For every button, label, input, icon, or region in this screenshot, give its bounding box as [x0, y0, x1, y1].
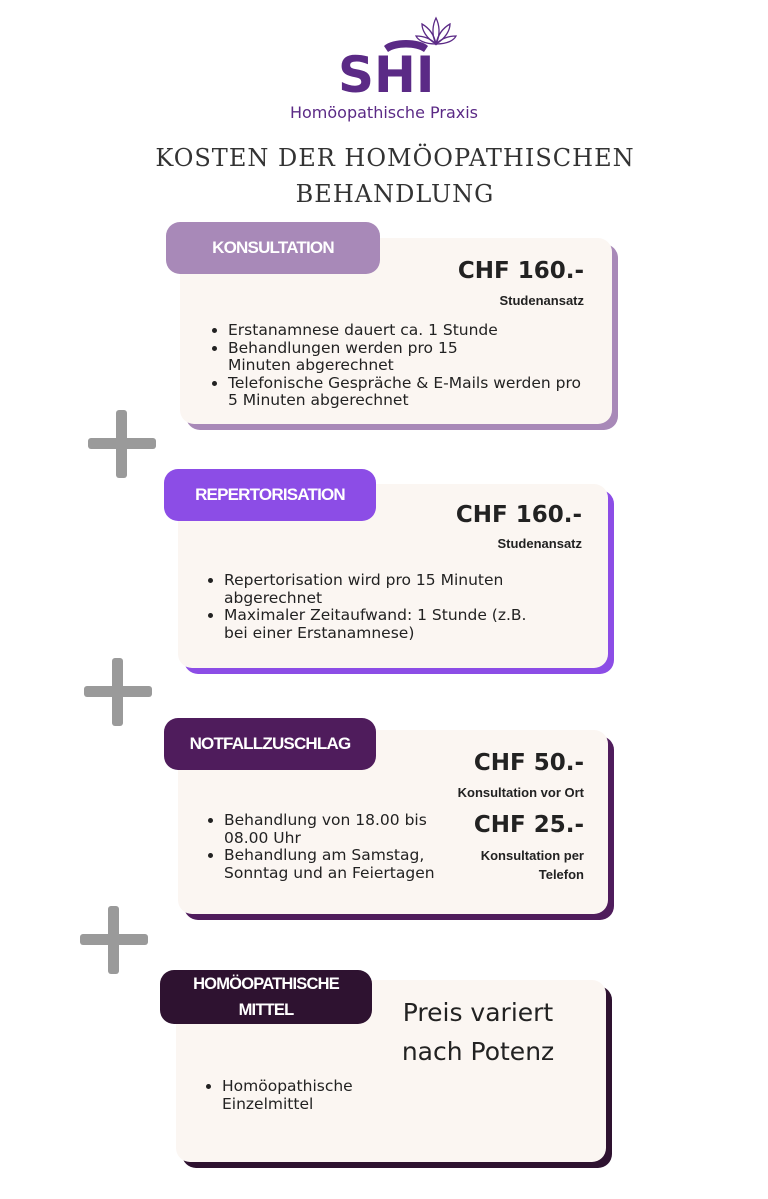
- repertorisation-label: REPERTORISATION: [164, 469, 376, 521]
- list-item: • Behandlung am Samstag, Sonntag und an Feiertagen: [224, 847, 444, 882]
- repertorisation-price: CHF 160.-: [455, 502, 582, 528]
- mittel-bullets: [202, 1078, 412, 1113]
- repertorisation-bullets: [204, 572, 584, 642]
- repertorisation-price-note: Studenansatz: [497, 536, 582, 551]
- list-item: • Telefonische Gespräche & E-Mails werden pro 5 Minuten abgerechnet: [228, 375, 588, 410]
- notfallzuschlag-price-2: CHF 25.-: [473, 812, 584, 838]
- plus-icon: [84, 658, 152, 726]
- title-line-1: KOSTEN DER HOMÖOPATHISCHEN: [155, 144, 635, 172]
- logo: [0, 8, 768, 120]
- notfallzuschlag-price-2-note: Konsultation per Telefon: [480, 848, 584, 882]
- konsultation-label: KONSULTATION: [166, 222, 380, 274]
- logo-subtitle: Homöopathische Praxis: [289, 103, 478, 122]
- konsultation-bullets: [208, 322, 588, 410]
- list-item: • Homöopathische Einzelmittel: [222, 1078, 412, 1113]
- plus-icon: [80, 906, 148, 974]
- lotus-logo-icon: [336, 16, 476, 96]
- page-title: [0, 140, 768, 212]
- notfallzuschlag-price-1: CHF 50.-: [473, 750, 584, 776]
- konsultation-price: CHF 160.-: [457, 258, 584, 284]
- list-item: • Erstanamnese dauert ca. 1 Stunde: [228, 322, 588, 340]
- mittel-label: HOMÖOPATHISCHE MITTEL: [160, 970, 372, 1024]
- logo-letters: SHI: [338, 46, 435, 96]
- notfallzuschlag-label: NOTFALLZUSCHLAG: [164, 718, 376, 770]
- mittel-price: Preis variert nach Potenz: [401, 998, 555, 1066]
- list-item: • Repertorisation wird pro 15 Minuten abgerechnet: [224, 572, 584, 607]
- list-item: • Behandlung von 18.00 bis 08.00 Uhr: [224, 812, 444, 847]
- plus-icon: [88, 410, 156, 478]
- list-item: • Maximaler Zeitaufwand: 1 Stunde (z.B. bei einer Erstanamnese): [224, 607, 544, 642]
- konsultation-price-note: Studenansatz: [499, 293, 584, 308]
- notfallzuschlag-bullets: [204, 812, 444, 882]
- notfallzuschlag-price-1-note: Konsultation vor Ort: [457, 785, 584, 800]
- title-line-2: BEHANDLUNG: [295, 180, 495, 208]
- list-item: • Behandlungen werden pro 15 Minuten abgerechnet: [228, 340, 518, 375]
